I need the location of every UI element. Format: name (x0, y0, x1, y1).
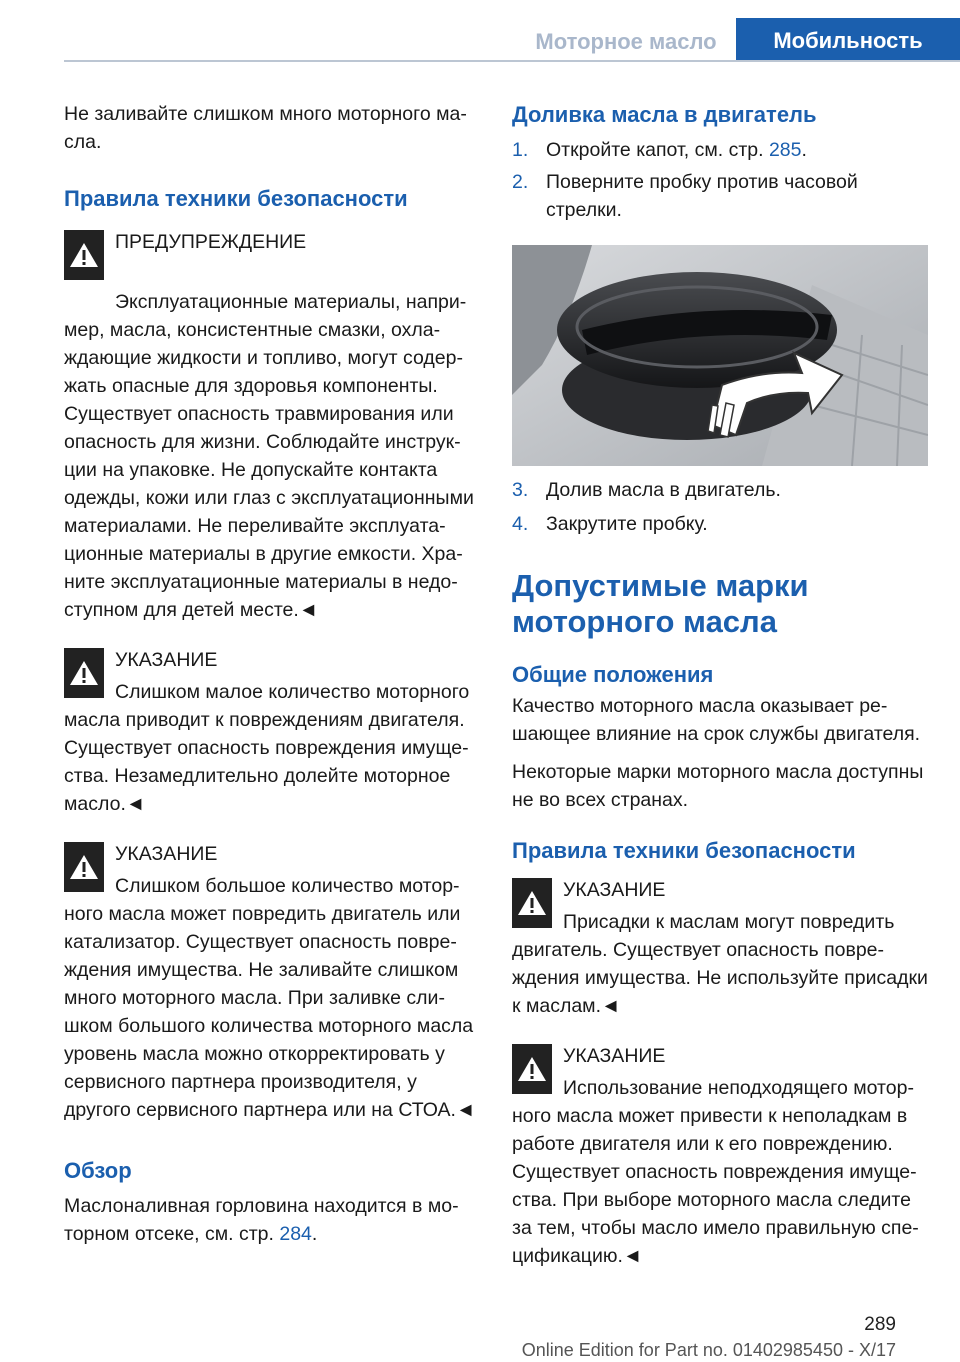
header-divider (64, 60, 960, 62)
notice-block (64, 840, 482, 1124)
notice-text: Слишком большое количество моторного масла может повредить двигатель или катализатор. Существует опасность повреждения имущества. Не заливайте слишком много моторного масла. При заливке слишком большого количества моторного масла уровень масла можно откорректировать у сервисного партнера производителя, у другого сервисного партнера или на СТОА.◄ (64, 875, 476, 1121)
notice-label: УКАЗАНИЕ (563, 1045, 666, 1067)
notice-label: УКАЗАНИЕ (115, 843, 218, 865)
section-title: Моторное масло (535, 29, 717, 54)
overview-paragraph: Маслоналивная горловина находится в моторном отсеке, см. стр. 284. (64, 1195, 459, 1245)
page-link[interactable]: 284 (279, 1223, 312, 1245)
notice-text: Слишком малое количество моторного масла приводит к повреждениям двигателя. Существует опасность повреждения имущества. Незамедлительно долейте моторное масло.◄ (64, 681, 470, 815)
notice-label: УКАЗАНИЕ (563, 879, 666, 901)
right-column (512, 100, 930, 1270)
warning-triangle-icon (512, 1044, 552, 1094)
notice-block (64, 646, 482, 818)
oil-cap-photo (512, 245, 928, 466)
warning-block (64, 228, 482, 624)
safety-heading: Правила техники безопасности (512, 838, 856, 863)
general-paragraph: Некоторые марки моторного масла доступны не во всех странах. (512, 761, 924, 811)
page-link[interactable]: 285 (768, 139, 802, 161)
list-item: 4. Закрутите пробку. (512, 513, 708, 535)
intro-paragraph: Не заливайте слишком много моторного масла. (64, 103, 467, 153)
notice-label: УКАЗАНИЕ (115, 649, 218, 671)
left-column (64, 100, 482, 1248)
warning-triangle-icon (512, 878, 552, 928)
overview-heading: Обзор (64, 1158, 132, 1183)
list-item: 3. Долив масла в двигатель. (512, 479, 781, 501)
warning-label: ПРЕДУПРЕЖДЕНИЕ (115, 231, 307, 253)
warning-triangle-icon (64, 648, 104, 698)
list-item: 1. Откройте капот, см. стр. 285. (512, 139, 807, 161)
steps-list (512, 136, 930, 224)
general-heading: Общие положения (512, 662, 714, 687)
notice-text: Использование неподходящего моторного масла может привести к неполадкам в работе двигателя или к его повреждению. Существует опасность повреждения имущества. При выборе моторного масла следите за тем, чтобы масло имело правильную спецификацию.◄ (512, 1077, 919, 1267)
chapter-tab: Мобильность (736, 18, 960, 62)
safety-heading: Правила техники безопасности (64, 186, 408, 211)
edition-note: Online Edition for Part no. 01402985450 - X/17 (521, 1340, 896, 1360)
refill-heading: Доливка масла в двигатель (512, 102, 817, 127)
page-header (64, 18, 960, 62)
notice-text: Присадки к маслам могут повредить двигатель. Существует опасность повреждения имущества. Не используйте присадки к маслам.◄ (512, 911, 928, 1017)
general-paragraph: Качество моторного масла оказывает решающее влияние на срок службы двигателя. (512, 695, 921, 745)
page-number: 289 (864, 1314, 896, 1335)
list-item: 2. Поверните пробку против часовой стрелки. (512, 171, 858, 221)
brands-heading: Допустимые марки моторного масла (512, 568, 809, 639)
notice-block (512, 876, 930, 1020)
warning-triangle-icon (64, 230, 104, 280)
warning-text: Эксплуатационные материалы, например, масла, консистентные смазки, охлаждающие жидкости и топливо, могут содержать опасные для здоровья компоненты. Существует опасность травмирования или опасность для жизни. Соблюдайте инструкции на упаковке. Не допускайте контакта одежды, кожи или глаз с эксплуатационными материалами. Не переливайте эксплуатационные материалы в другие емкости. Храните эксплуатационные материалы в недоступном для детей месте.◄ (64, 291, 474, 621)
steps-list (512, 476, 930, 538)
warning-triangle-icon (64, 842, 104, 892)
notice-block (512, 1042, 930, 1270)
